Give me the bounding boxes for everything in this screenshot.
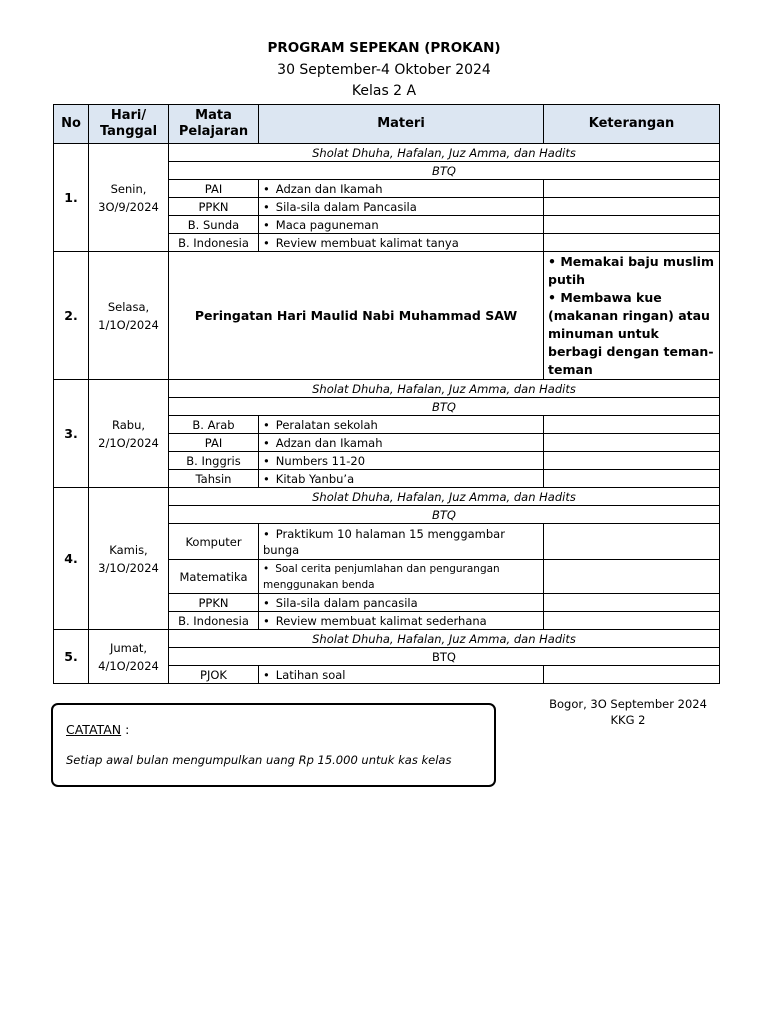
subject-cell: PAI [169,180,259,198]
keterangan-cell [544,234,720,252]
materi-cell: • Review membuat kalimat tanya [259,234,544,252]
keterangan-cell [544,452,720,470]
keterangan-cell [544,594,720,612]
keterangan-cell [544,470,720,488]
routine-cell: Sholat Dhuha, Hafalan, Juz Amma, dan Hadits [169,144,720,162]
subject-cell: Matematika [169,560,259,594]
btq-cell: BTQ [169,506,720,524]
col-header-subject: Mata Pelajaran [169,105,259,144]
col-header-keterangan: Keterangan [544,105,720,144]
materi-cell: • Sila-sila dalam pancasila [259,594,544,612]
day-name: Rabu, [111,417,146,432]
subject-cell: Komputer [169,524,259,560]
event-cell: Peringatan Hari Maulid Nabi Muhammad SAW [169,252,544,380]
keterangan-cell [544,434,720,452]
class-label: Kelas 2 A [351,83,417,99]
notes-heading-colon: : [121,722,130,737]
notes-text: Setiap awal bulan mengumpulkan uang Rp 15.000 untuk kas kelas [66,753,452,767]
day-number: 1. [54,144,89,252]
day-date: 1/1O/2024 [98,317,159,332]
table-row [54,380,720,398]
materi-cell: • Numbers 11-20 [259,452,544,470]
subject-cell: PPKN [169,198,259,216]
materi-cell: • Review membuat kalimat sederhana [259,612,544,630]
day-number: 2. [54,252,89,380]
routine-cell: Sholat Dhuha, Hafalan, Juz Amma, dan Hadits [169,630,720,648]
day-name: Kamis, [109,542,148,557]
keterangan-notes [544,252,720,380]
day-date: 3/1O/2024 [98,560,159,575]
keterangan-cell [544,180,720,198]
materi-cell: • Sila-sila dalam Pancasila [259,198,544,216]
table-header-row [54,105,720,144]
day-date-cell [89,630,169,684]
keterangan-cell [544,666,720,684]
keterangan-cell [544,198,720,216]
subject-cell: PPKN [169,594,259,612]
keterangan-cell [544,416,720,434]
document-title: PROGRAM SEPEKAN (PROKAN) [267,40,501,56]
materi-cell: • Adzan dan Ikamah [259,434,544,452]
day-date: 3O/9/2024 [98,199,159,214]
table-row [54,144,720,162]
materi-cell: • Kitab Yanbu’a [259,470,544,488]
day-name: Selasa, [107,299,150,314]
materi-cell: • Maca paguneman [259,216,544,234]
materi-cell: • Praktikum 10 halaman 15 menggambar bunga [259,524,544,560]
keterangan-cell [544,612,720,630]
day-number: 4. [54,488,89,630]
subject-cell: B. Indonesia [169,234,259,252]
keterangan-cell [544,216,720,234]
keterangan-cell [544,524,720,560]
subject-cell: B. Sunda [169,216,259,234]
day-number: 3. [54,380,89,488]
note-item: • Membawa kue (makanan ringan) atau minuman untuk berbagi dengan teman-teman [548,290,714,377]
subject-cell: PJOK [169,666,259,684]
table-row [54,630,720,648]
routine-cell: Sholat Dhuha, Hafalan, Juz Amma, dan Hadits [169,380,720,398]
date-range: 30 September-4 Oktober 2024 [277,62,491,78]
day-number: 5. [54,630,89,684]
table-row [54,488,720,506]
materi-cell: • Adzan dan Ikamah [259,180,544,198]
signature-place-date: Bogor, 3O September 2024 [549,697,707,711]
notes-heading [66,722,129,737]
btq-cell: BTQ [169,162,720,180]
note-item: • Memakai baju muslim putih [548,254,714,287]
keterangan-cell [544,560,720,594]
day-name: Senin, [110,181,147,196]
materi-cell: • Peralatan sekolah [259,416,544,434]
notes-heading-label: CATATAN [66,722,122,737]
btq-cell: BTQ [169,398,720,416]
subject-cell: B. Inggris [169,452,259,470]
day-date-cell [89,488,169,630]
day-date: 4/1O/2024 [98,658,159,673]
col-header-day: Hari/ Tanggal [89,105,169,144]
notes-box [51,703,496,787]
table-row [54,252,720,380]
col-header-no: No [54,105,89,144]
col-header-materi: Materi [259,105,544,144]
materi-cell: • Latihan soal [259,666,544,684]
subject-cell: B. Arab [169,416,259,434]
materi-cell: • Soal cerita penjumlahan dan pengurangan menggunakan benda [259,560,544,594]
subject-cell: B. Indonesia [169,612,259,630]
routine-cell: Sholat Dhuha, Hafalan, Juz Amma, dan Hadits [169,488,720,506]
schedule-table [53,104,720,684]
day-date-cell [89,380,169,488]
signature-role: KKG 2 [610,713,646,727]
subject-cell: Tahsin [169,470,259,488]
day-date: 2/1O/2024 [98,435,159,450]
subject-cell: PAI [169,434,259,452]
signature-block [540,696,716,728]
day-name: Jumat, [109,640,148,655]
btq-cell: BTQ [169,648,720,666]
day-date-cell [89,144,169,252]
day-date-cell [89,252,169,380]
